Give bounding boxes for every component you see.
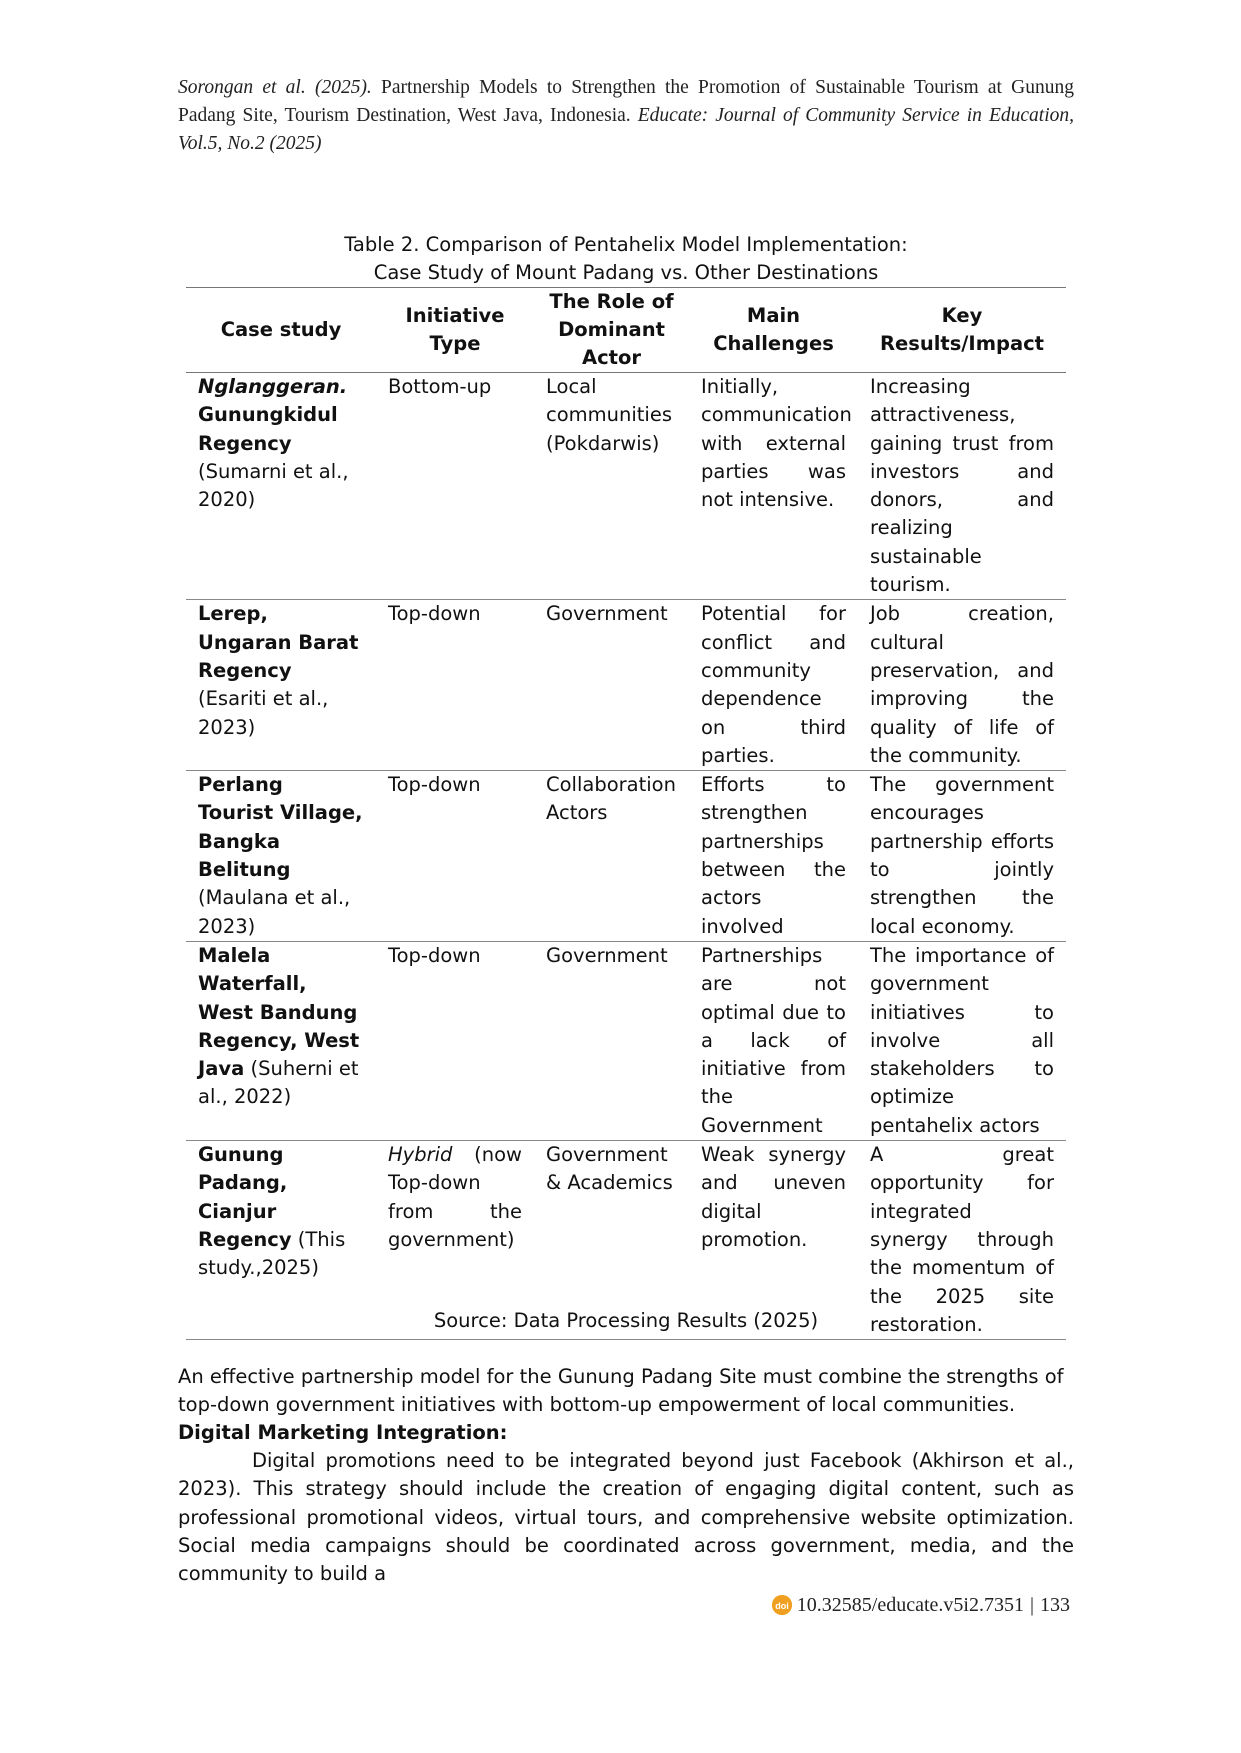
cell-main-challenges: Efforts to strengthen partnerships between the actors involved bbox=[701, 773, 846, 938]
case-name: Malela Waterfall, West Bandung Regency, West Java bbox=[198, 943, 360, 1081]
footer-separator: | bbox=[1029, 1594, 1034, 1616]
case-citation: (Maulana et al., 2023) bbox=[198, 886, 351, 938]
doi-link[interactable]: 10.32585/educate.v5i2.7351 bbox=[796, 1594, 1024, 1616]
cell-key-results: The government encourages partnership efforts to jointly strengthen the local economy. bbox=[870, 773, 1054, 938]
page-footer bbox=[730, 1591, 1070, 1619]
table-row bbox=[186, 600, 1066, 771]
cell-key-results: The importance of government initiatives to involve all stakeholders to optimize pentahelix actors bbox=[870, 943, 1054, 1137]
cell-dominant-actor: Government bbox=[546, 602, 668, 626]
cell-main-challenges: Potential for conflict and community dependence on third parties. bbox=[701, 602, 846, 767]
header-authors: Sorongan et al. (2025). bbox=[178, 77, 372, 98]
cell-key-results: A great opportunity for integrated synergy through the momentum of the 2025 site restoration. bbox=[870, 1143, 1054, 1336]
case-citation: (This study.,2025) bbox=[198, 1227, 346, 1280]
header-dominant-actor: The Role of Dominant Actor bbox=[549, 290, 674, 369]
case-name-italic: Nglanggeran. bbox=[198, 375, 348, 398]
cell-case-study bbox=[186, 373, 376, 600]
paragraph-digital-marketing: Digital promotions need to be integrated beyond just Facebook (Akhirson et al., 2023). This strategy should include the creation of engaging digital content, such as professional promotional videos, virtual tours, and comprehensive website optimization. Social media campaigns should be coordinated across government, media, and the community to build a bbox=[178, 1449, 1074, 1586]
case-name: Gunungkidul Regency bbox=[198, 403, 338, 455]
section-heading: Digital Marketing Integration: bbox=[178, 1421, 508, 1444]
cell-case-study bbox=[186, 941, 376, 1140]
initiative-rest: (now Top-down from the government) bbox=[388, 1143, 522, 1251]
doi-icon bbox=[772, 1595, 792, 1615]
cell-case-study bbox=[186, 600, 376, 771]
table-header-row bbox=[186, 288, 1066, 373]
svg-text:doi: doi bbox=[775, 1601, 789, 1611]
cell-dominant-actor: Collaboration Actors bbox=[546, 773, 676, 825]
case-name: Gunung Padang, Cianjur Regency bbox=[198, 1143, 292, 1251]
cell-case-study bbox=[186, 771, 376, 942]
case-citation: (Esariti et al., 2023) bbox=[198, 687, 329, 739]
table-source: Source: Data Processing Results (2025) bbox=[433, 1309, 819, 1332]
comparison-table bbox=[186, 287, 1066, 1340]
header-main-challenges: Main Challenges bbox=[713, 304, 834, 355]
initiative-italic: Hybrid bbox=[388, 1143, 453, 1167]
header-title: Partnership Models to Strengthen the Promotion of Sustainable Tourism at Gunung Padang Site, Tourism Destination, West Java, Indonesia. bbox=[178, 77, 1074, 126]
header-journal: Educate: Journal of Community Service in Education, Vol.5, No.2 (2025) bbox=[178, 105, 1074, 154]
case-citation: (Sumarni et al., 2020) bbox=[198, 459, 349, 512]
page-number: 133 bbox=[1040, 1594, 1070, 1616]
table-row bbox=[186, 771, 1066, 942]
table-row bbox=[186, 941, 1066, 1140]
cell-initiative-type: Top-down bbox=[388, 602, 481, 626]
cell-main-challenges: Weak synergy and uneven digital promotion. bbox=[701, 1143, 846, 1251]
case-name: Perlang Tourist Village, Bangka Belitung bbox=[198, 773, 363, 882]
case-citation: (Suherni et al., 2022) bbox=[198, 1057, 359, 1109]
cell-initiative-type: Top-down bbox=[388, 773, 481, 797]
cell-key-results: Increasing attractiveness, gaining trust from investors and donors, and realizing sustainable tourism. bbox=[870, 375, 1054, 597]
header-initiative-type: Initiative Type bbox=[405, 304, 505, 355]
cell-main-challenges: Partnerships are not optimal due to a lack of initiative from the Government bbox=[701, 943, 846, 1137]
cell-dominant-actor: Local communities (Pokdarwis) bbox=[546, 375, 672, 455]
header-key-results: Key Results/Impact bbox=[879, 304, 1045, 355]
table-row bbox=[186, 373, 1066, 600]
case-name: Lerep, Ungaran Barat Regency bbox=[198, 602, 359, 682]
running-header bbox=[178, 74, 1074, 158]
table-caption bbox=[186, 231, 1066, 287]
cell-dominant-actor: Government & Academics bbox=[546, 1143, 673, 1195]
paragraph-partnership: An effective partnership model for the Gunung Padang Site must combine the strengths of top-down government initiatives with bottom-up empowerment of local communities. bbox=[178, 1365, 1064, 1417]
cell-dominant-actor: Government bbox=[546, 943, 668, 967]
header-case-study: Case study bbox=[220, 318, 342, 341]
cell-key-results: Job creation, cultural preservation, and improving the quality of life of the community. bbox=[870, 602, 1054, 767]
table-caption-line2: Case Study of Mount Padang vs. Other Destinations bbox=[373, 261, 879, 284]
cell-main-challenges: Initially, communication with external parties was not intensive. bbox=[701, 375, 852, 512]
cell-initiative-type: Top-down bbox=[388, 943, 481, 967]
cell-initiative-type: Bottom-up bbox=[388, 375, 492, 398]
table-caption-line1: Table 2. Comparison of Pentahelix Model Implementation: bbox=[344, 233, 908, 256]
